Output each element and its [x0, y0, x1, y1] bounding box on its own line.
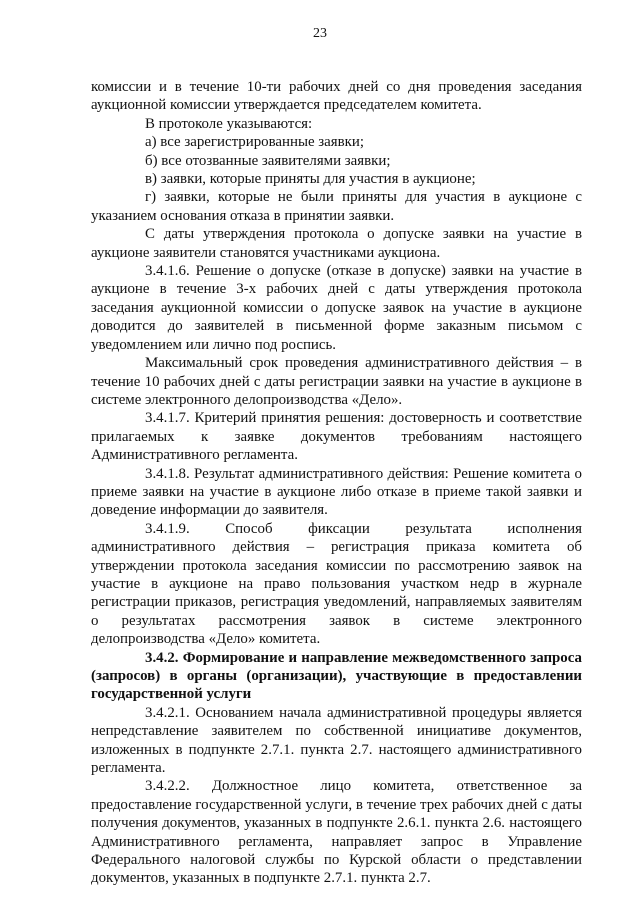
list-item: б) все отозванные заявителями заявки;: [145, 152, 391, 169]
page-number: 23: [313, 26, 327, 41]
paragraph: 3.4.1.7. Критерий принятия решения: достоверность и соответствие прилагаемых к заявке документов требованиям настоящего Административного регламента.: [91, 410, 582, 464]
paragraph: 3.4.1.8. Результат административного действия: Решение комитета о приеме заявки на участие в аукционе либо отказе в приеме такой заявки и доведение информации до заявителя.: [91, 465, 582, 519]
section-heading: 3.4.2. Формирование и направление межведомственного запроса (запросов) в органы (организации), участвующие в предоставлении государственной услуги: [91, 649, 582, 703]
paragraph: В протоколе указываются:: [145, 115, 313, 132]
paragraph: 3.4.2.2. Должностное лицо комитета, ответственное за предоставление государственной услуги, в течение трех рабочих дней с даты получения документов, указанных в подпункте 2.6.1. пункта 2.6. настоящего Административного регламента, направляет запрос в Управление Федерального налоговой службы по Курской области о представлении документов, указанных в подпункте 2.7.1. пункта 2.7.: [91, 778, 582, 887]
list-item: в) заявки, которые приняты для участия в аукционе;: [145, 171, 476, 188]
list-item: а) все зарегистрированные заявки;: [145, 134, 365, 151]
paragraph: комиссии и в течение 10-ти рабочих дней со дня проведения заседания аукционной комиссии утверждается председателем комитета.: [91, 79, 582, 114]
paragraph: 3.4.1.6. Решение о допуске (отказе в допуске) заявки на участие в аукционе в течение 3-х рабочих дней с даты утверждения протокола заседания аукционной комиссии о допуске заявок на участие в аукционе доводится до заявителей в письменной форме заказным письмом с уведомлением или лично под роспись.: [91, 263, 582, 353]
paragraph: С даты утверждения протокола о допуске заявки на участие в аукционе заявители становятся участниками аукциона.: [91, 226, 582, 261]
paragraph: Максимальный срок проведения административного действия – в течение 10 рабочих дней с даты регистрации заявки на участие в аукционе в системе электронного делопроизводства «Дело».: [91, 355, 582, 408]
paragraph: 3.4.1.9. Способ фиксации результата исполнения административного действия – регистрация приказа комитета об утверждении протокола заседания комиссии по рассмотрению заявок на участие в аукционе на право пользования участком недр в журнале регистрации приказов, регистрация уведомлений, направляемых заявителям о результатах рассмотрения заявок в системе электронного делопроизводства «Дело» комитета.: [91, 520, 582, 648]
document-body: [91, 78, 582, 888]
list-item: г) заявки, которые не были приняты для участия в аукционе с указанием основания отказа в принятии заявки.: [91, 189, 582, 224]
paragraph: 3.4.2.1. Основанием начала административной процедуры является непредставление заявителем по собственной инициативе документов, изложенных в подпункте 2.7.1. пункта 2.7. настоящего административного регламента.: [91, 704, 582, 777]
